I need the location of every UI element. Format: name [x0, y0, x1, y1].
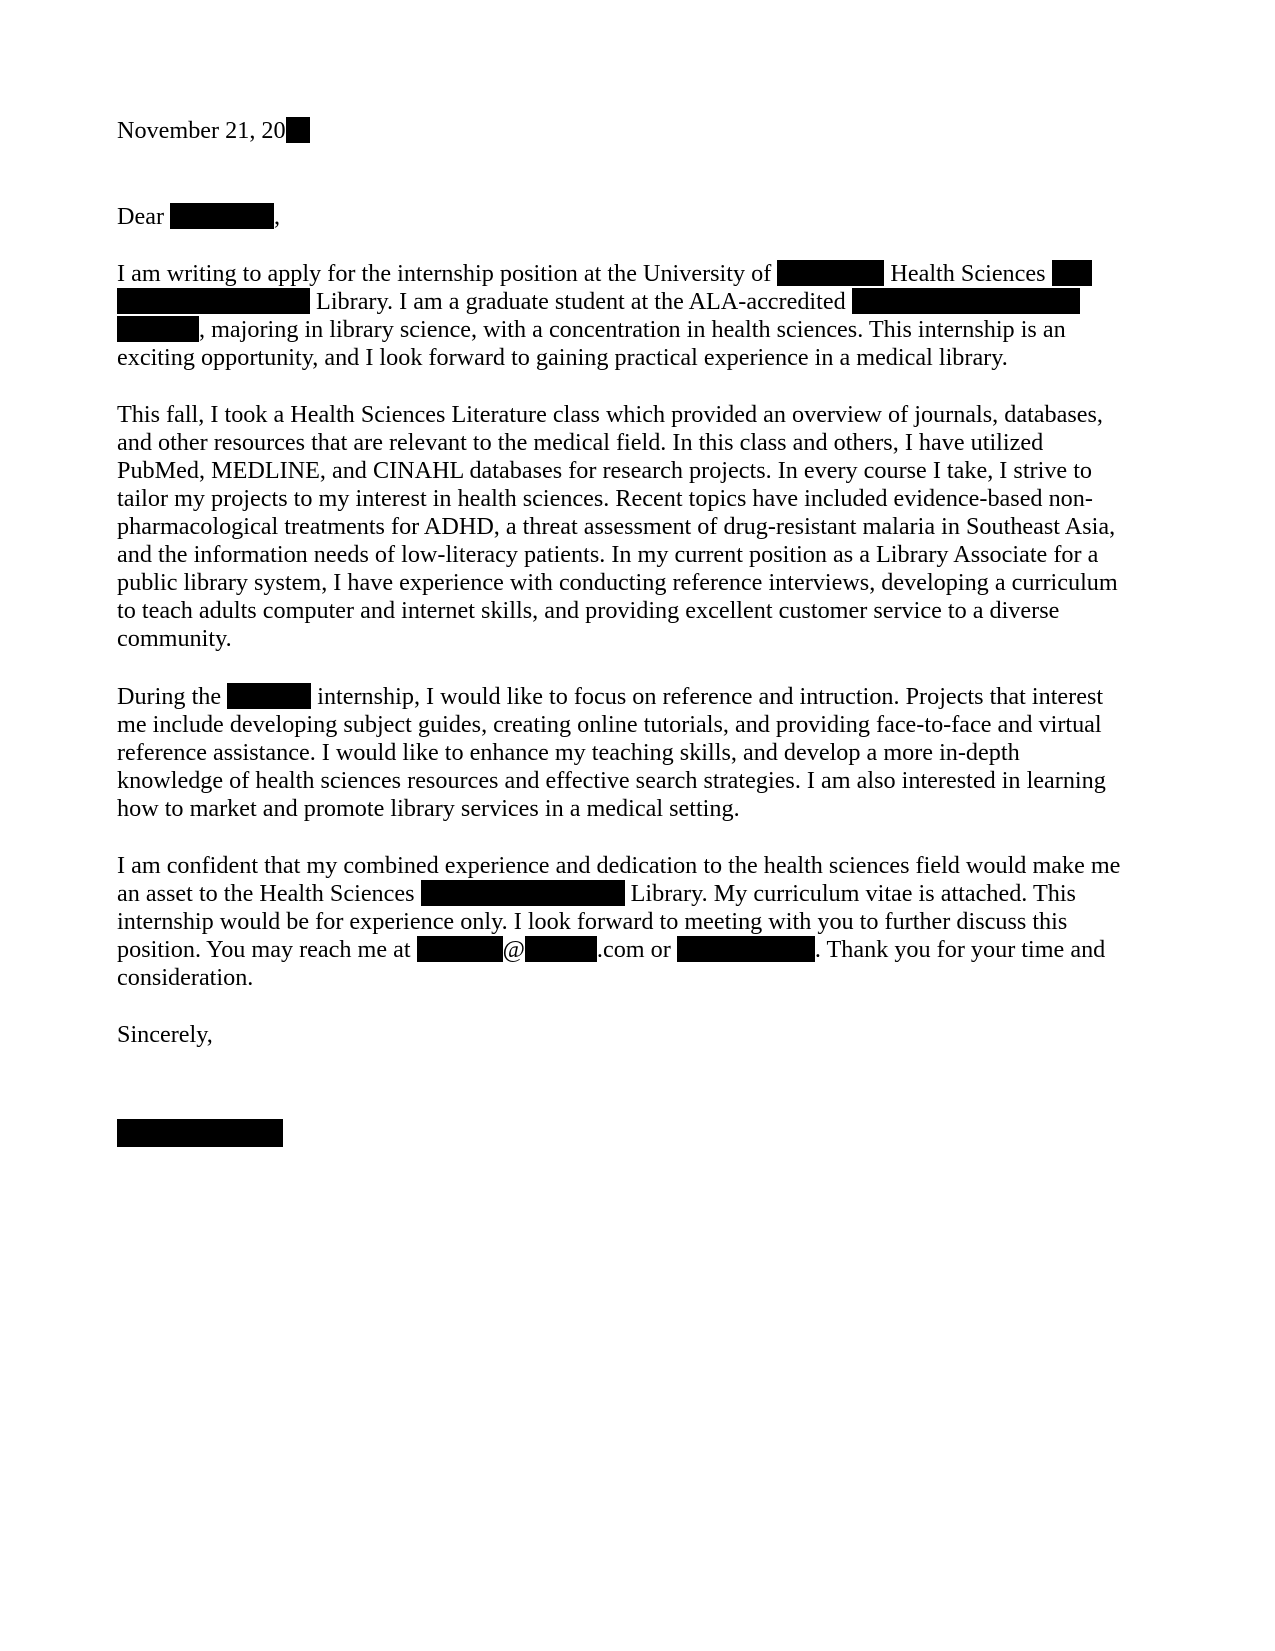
paragraph3-line1 — [117, 683, 1103, 711]
text-segment: @ — [502, 936, 525, 963]
paragraph2-line: and the information needs of low-literacy patients. In my current position as a Library Associate for a — [117, 541, 1099, 568]
salutation-suffix: , — [274, 203, 281, 230]
redaction-block — [117, 316, 199, 342]
text-segment: Health Sciences — [890, 260, 1046, 287]
letter-date — [117, 117, 310, 145]
redaction-block — [170, 203, 274, 229]
redaction-block — [117, 288, 310, 314]
paragraph4-line: internship would be for experience only. I look forward to meeting with you to further discuss this — [117, 908, 1068, 935]
signature-redaction-block — [117, 1119, 283, 1147]
redaction-block — [421, 880, 625, 906]
redaction-block — [525, 936, 597, 962]
paragraph3-line: reference assistance. I would like to enhance my teaching skills, and develop a more in-depth — [117, 739, 1020, 766]
text-segment: . Thank you for your time and — [814, 936, 1106, 963]
salutation — [117, 203, 280, 231]
text-segment: During the — [117, 683, 222, 710]
closing: Sincerely, — [117, 1021, 213, 1048]
text-segment: Library. My curriculum vitae is attached. This — [630, 880, 1076, 907]
paragraph3-line: knowledge of health sciences resources and effective search strategies. I am also interested in learning — [117, 767, 1106, 794]
text-segment: position. You may reach me at — [117, 936, 411, 963]
redaction-block — [677, 936, 815, 962]
redaction-block — [286, 117, 310, 143]
paragraph2-line: This fall, I took a Health Sciences Literature class which provided an overview of journals, databases, — [117, 401, 1103, 428]
paragraph4-line: I am confident that my combined experience and dedication to the health sciences field would make me — [117, 852, 1121, 879]
text-segment: an asset to the Health Sciences — [117, 880, 415, 907]
text-segment: I am writing to apply for the internship position at the University of — [117, 260, 772, 287]
date-text: November 21, 20 — [117, 117, 286, 144]
paragraph1-line1 — [117, 260, 1092, 288]
paragraph2-line: tailor my projects to my interest in health sciences. Recent topics have included evidence-based non- — [117, 485, 1093, 512]
redaction-block — [1052, 260, 1092, 286]
paragraph2-line: public library system, I have experience with conducting reference interviews, developing a curriculum — [117, 569, 1118, 596]
text-segment: , majoring in library science, with a concentration in health sciences. This internship is an — [199, 316, 1066, 343]
text-segment: Library. I am a graduate student at the ALA-accredited — [316, 288, 846, 315]
paragraph1-line3 — [117, 316, 1066, 344]
paragraph1-line2 — [117, 288, 1080, 316]
paragraph4-line: consideration. — [117, 964, 254, 991]
text-segment: .com or — [596, 936, 671, 963]
paragraph3-line: how to market and promote library services in a medical setting. — [117, 795, 740, 822]
redaction-block — [852, 288, 1080, 314]
paragraph4-line2 — [117, 880, 1076, 908]
salutation-prefix: Dear — [117, 203, 164, 230]
redaction-block — [227, 683, 311, 709]
paragraph3-line: me include developing subject guides, creating online tutorials, and providing face-to-face and virtual — [117, 711, 1102, 738]
text-segment: internship, I would like to focus on reference and intruction. Projects that interest — [317, 683, 1104, 710]
paragraph2-line: PubMed, MEDLINE, and CINAHL databases for research projects. In every course I take, I strive to — [117, 457, 1093, 484]
paragraph4-line4 — [117, 936, 1105, 964]
redaction-block — [417, 936, 503, 962]
paragraph2-line: and other resources that are relevant to the medical field. In this class and others, I have utilized — [117, 429, 1044, 456]
paragraph1-line4: exciting opportunity, and I look forward to gaining practical experience in a medical library. — [117, 344, 1008, 371]
paragraph2-line: pharmacological treatments for ADHD, a threat assessment of drug-resistant malaria in Southeast Asia, — [117, 513, 1116, 540]
paragraph2-line: to teach adults computer and internet skills, and providing excellent customer service to a diverse — [117, 597, 1060, 624]
redaction-block — [777, 260, 884, 286]
paragraph2-line: community. — [117, 625, 232, 652]
